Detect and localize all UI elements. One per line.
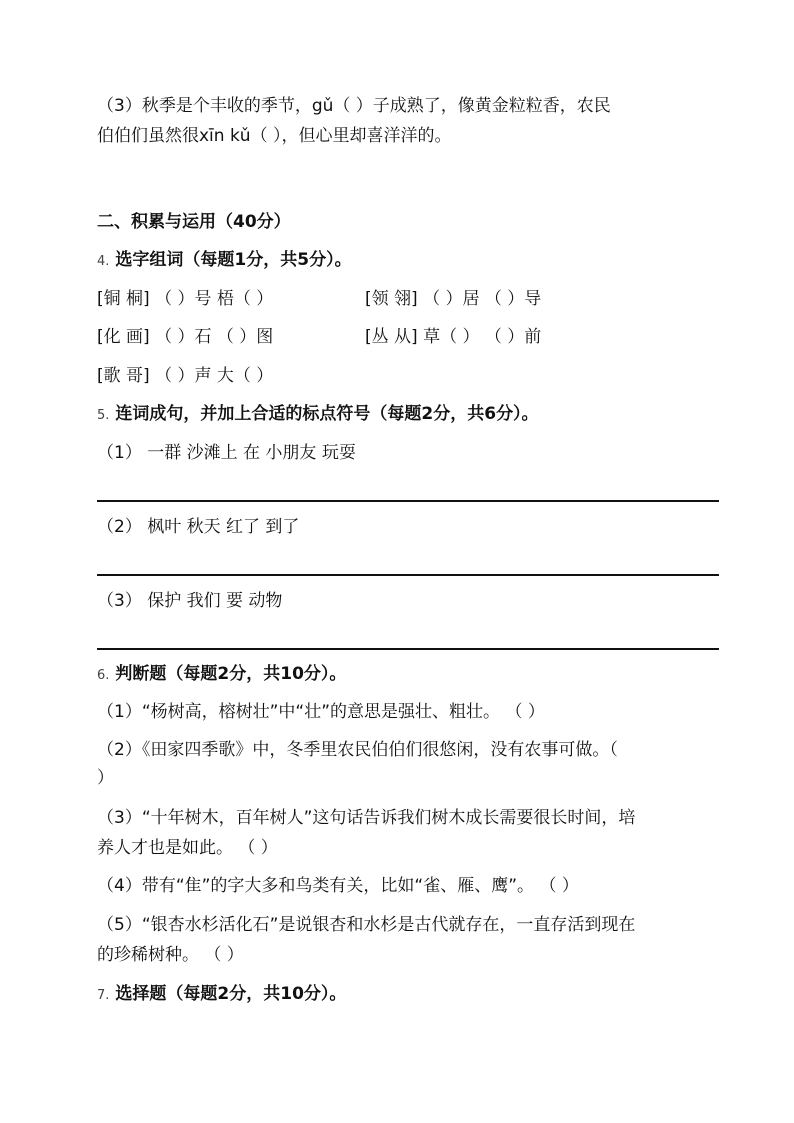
q6-line-5: 养人才也是如此。 （ ）	[97, 838, 278, 858]
q5-item-2: （2） 枫叶 秋天 红了 到了	[97, 517, 300, 537]
q4-row-1-right: [领 翎] （ ）居 （ ）导	[365, 289, 542, 309]
q4-title: 选字组词（每题1分，共5分）。	[115, 250, 352, 270]
answer-line-3[interactable]	[97, 648, 719, 650]
q4-number: 4.	[97, 254, 110, 269]
q6-line-6: （4）带有“隹”的字大多和鸟类有关，比如“雀、雁、鹰”。 （ ）	[97, 876, 579, 896]
q3-line-2: 伯伯们虽然很xīn kǔ（ ），但心里却喜洋洋的。	[97, 126, 452, 146]
q4-row-2	[97, 325, 541, 349]
q6-line-1: （1）“杨树高，榕树壮”中“壮”的意思是强壮、粗壮。 （ ）	[97, 702, 545, 722]
q6-line-2: （2）《田家四季歌》中，冬季里农民伯伯们很悠闲，没有农事可做。（	[97, 740, 618, 760]
q6-title: 判断题（每题2分，共10分）。	[115, 664, 347, 684]
q6-line-3: ）	[97, 768, 114, 788]
q4-row-1-left: [铜 桐] （ ）号 梧（ ）	[97, 289, 274, 309]
q6-line-8: 的珍稀树种。 （ ）	[97, 945, 244, 965]
section-2-title: 二、积累与运用（40分）	[97, 212, 291, 232]
q7-header	[97, 982, 346, 1008]
q4-row-2-right: [丛 从] 草（ ） （ ）前	[365, 327, 542, 347]
q4-row-2-left: [化 画] （ ）石 （ ）图	[97, 327, 274, 347]
q4-row-1	[97, 287, 541, 311]
q4-row-3	[97, 364, 273, 388]
q6-line-7: （5）“银杏水杉活化石”是说银杏和水杉是古代就存在，一直存活到现在	[97, 915, 636, 935]
q6-number: 6.	[97, 668, 110, 683]
q5-header	[97, 402, 539, 428]
q6-line-4: （3）“十年树木，百年树人”这句话告诉我们树木成长需要很长时间，培	[97, 808, 636, 828]
q5-item-1: （1） 一群 沙滩上 在 小朋友 玩耍	[97, 443, 356, 463]
q7-title: 选择题（每题2分，共10分）。	[115, 984, 347, 1004]
q3-line-1: （3）秋季是个丰收的季节，gǔ（ ）子成熟了，像黄金粒粒香，农民	[97, 96, 611, 116]
q5-number: 5.	[97, 408, 110, 423]
q6-header	[97, 662, 346, 688]
q7-number: 7.	[97, 988, 110, 1003]
q5-title: 连词成句，并加上合适的标点符号（每题2分，共6分）。	[115, 404, 539, 424]
answer-line-1[interactable]	[97, 500, 719, 502]
q5-item-3: （3） 保护 我们 要 动物	[97, 591, 283, 611]
answer-line-2[interactable]	[97, 574, 719, 576]
q4-row-3-left: [歌 哥] （ ）声 大（ ）	[97, 366, 274, 386]
q4-header	[97, 248, 352, 274]
